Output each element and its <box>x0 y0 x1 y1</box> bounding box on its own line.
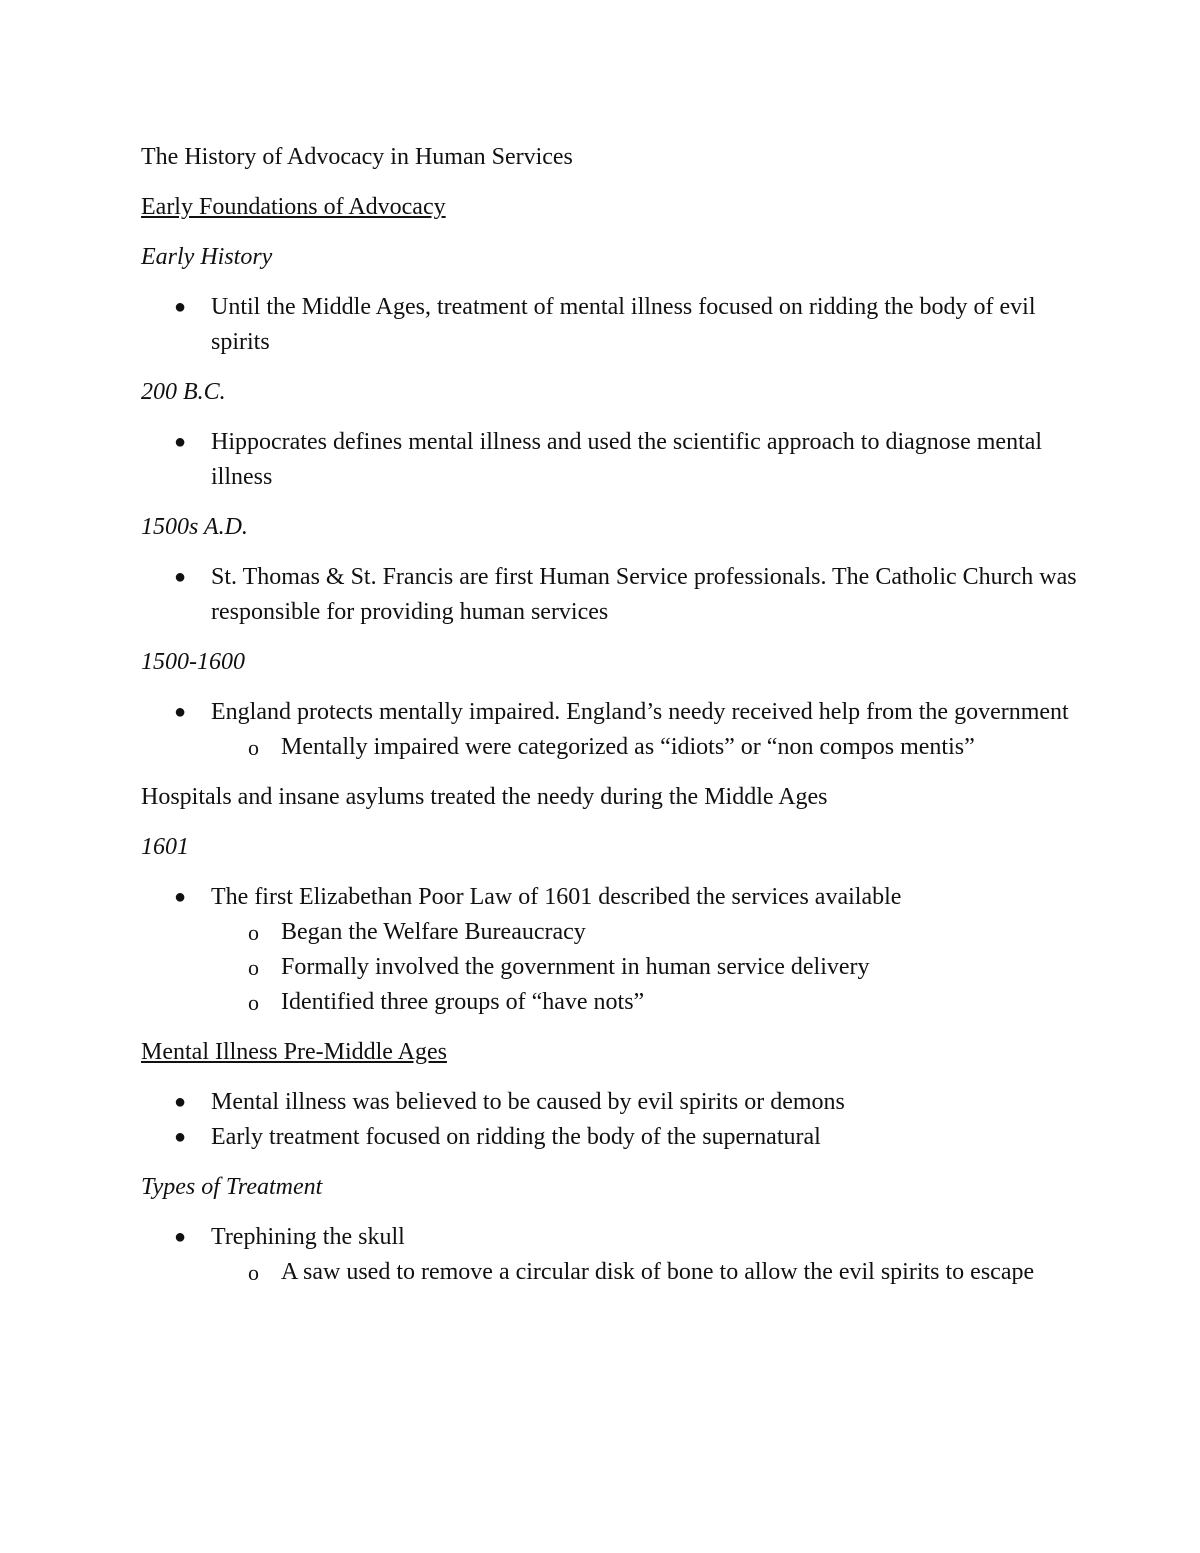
sub-list-item <box>211 1255 1081 1290</box>
bullet-icon: ● <box>174 1226 187 1248</box>
subsection-label: 1500s A.D. <box>141 514 248 540</box>
bullet-list <box>141 290 1081 360</box>
list-item-text: The first Elizabethan Poor Law of 1601 described the services available <box>211 884 902 910</box>
bullet-list <box>141 560 1081 630</box>
sub-bullet-list <box>211 915 1081 1020</box>
hollow-bullet-icon: o <box>248 1260 259 1285</box>
sub-list-item <box>211 915 1081 950</box>
bullet-icon: ● <box>174 886 187 908</box>
list-item-text: St. Thomas & St. Francis are first Human Service professionals. The Catholic Church was responsible for providing human services <box>211 564 1077 625</box>
bullet-list <box>141 695 1081 765</box>
hollow-bullet-icon: o <box>248 920 259 945</box>
list-item-text: Early treatment focused on ridding the body of the supernatural <box>211 1124 821 1150</box>
list-item-text: England protects mentally impaired. England’s needy received help from the government <box>211 699 1069 725</box>
document-body <box>141 140 1081 1305</box>
list-item <box>141 880 1081 1020</box>
bullet-icon: ● <box>174 701 187 723</box>
list-item <box>141 1220 1081 1290</box>
section-heading: Mental Illness Pre-Middle Ages <box>141 1039 447 1065</box>
sub-list-item <box>211 985 1081 1020</box>
bullet-list <box>141 1220 1081 1290</box>
sub-list-item-text: Began the Welfare Bureaucracy <box>281 919 586 945</box>
sub-list-item <box>211 950 1081 985</box>
subsection-label: Types of Treatment <box>141 1174 323 1200</box>
bullet-icon: ● <box>174 1126 187 1148</box>
section-heading: Early Foundations of Advocacy <box>141 194 446 220</box>
list-item <box>141 290 1081 360</box>
sub-list-item-text: Formally involved the government in human service delivery <box>281 954 870 980</box>
list-item <box>141 1085 1081 1120</box>
sub-list-item-text: A saw used to remove a circular disk of bone to allow the evil spirits to escape <box>281 1259 1035 1285</box>
document-title: The History of Advocacy in Human Services <box>141 144 573 170</box>
bullet-icon: ● <box>174 431 187 453</box>
subsection-label: Early History <box>141 244 273 270</box>
subsection-label: 1500-1600 <box>141 649 245 675</box>
list-item <box>141 425 1081 495</box>
bullet-list <box>141 880 1081 1020</box>
hollow-bullet-icon: o <box>248 990 259 1015</box>
sub-bullet-list <box>211 730 1081 765</box>
bullet-icon: ● <box>174 566 187 588</box>
list-item-text: Until the Middle Ages, treatment of mental illness focused on ridding the body of evil spirits <box>211 294 1036 355</box>
sub-list-item-text: Identified three groups of “have nots” <box>281 989 645 1015</box>
list-item <box>141 1120 1081 1155</box>
list-item-text: Mental illness was believed to be caused by evil spirits or demons <box>211 1089 845 1115</box>
list-item-text: Trephining the skull <box>211 1224 405 1250</box>
bullet-list <box>141 1085 1081 1155</box>
bullet-icon: ● <box>174 296 187 318</box>
bullet-list <box>141 425 1081 495</box>
paragraph: Hospitals and insane asylums treated the needy during the Middle Ages <box>141 784 828 810</box>
hollow-bullet-icon: o <box>248 735 259 760</box>
sub-list-item-text: Mentally impaired were categorized as “idiots” or “non compos mentis” <box>281 734 975 760</box>
hollow-bullet-icon: o <box>248 955 259 980</box>
sub-bullet-list <box>211 1255 1081 1290</box>
subsection-label: 1601 <box>141 834 189 860</box>
list-item-text: Hippocrates defines mental illness and used the scientific approach to diagnose mental illness <box>211 429 1043 490</box>
list-item <box>141 560 1081 630</box>
subsection-label: 200 B.C. <box>141 379 226 405</box>
sub-list-item <box>211 730 1081 765</box>
list-item <box>141 695 1081 765</box>
bullet-icon: ● <box>174 1091 187 1113</box>
